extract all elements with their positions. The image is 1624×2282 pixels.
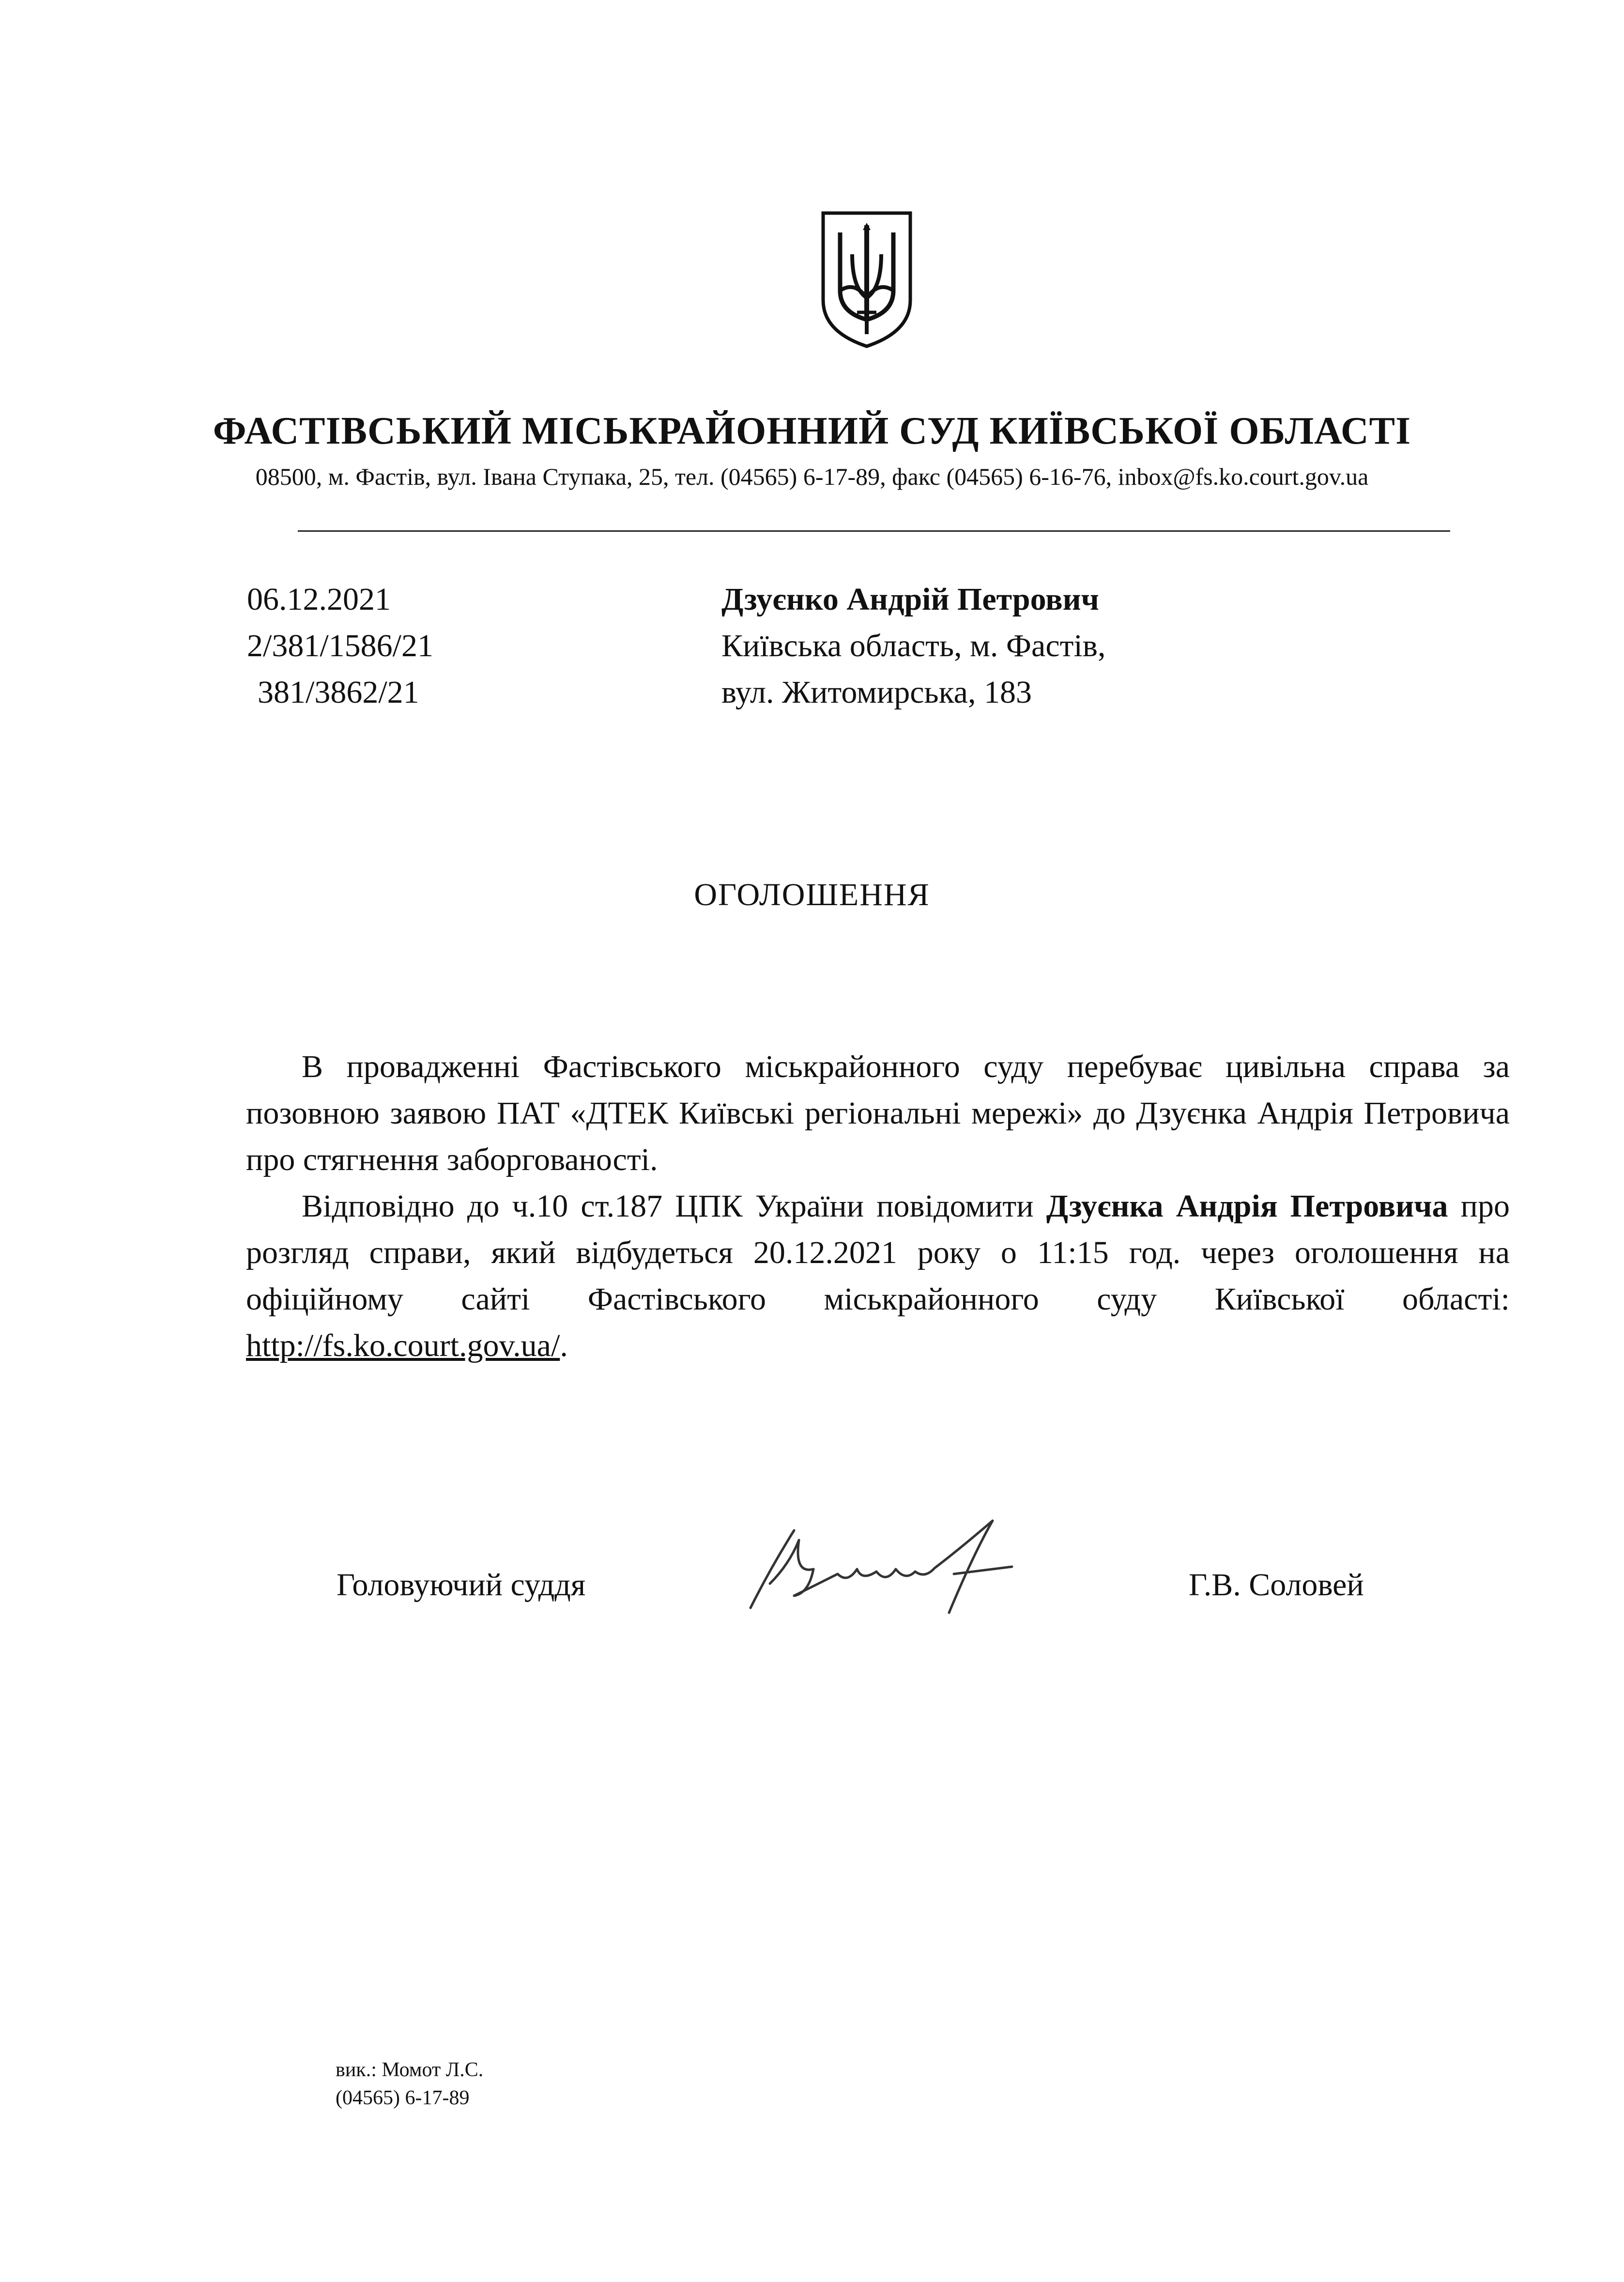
handwritten-signature	[741, 1511, 1031, 1622]
p2-text-2: про розгляд справи, який відбудеться 20.12.2021 року о 11:15 год. через оголошення на офіційному сайті Фастівського міськрайонного суду Київської області:	[246, 1188, 1510, 1317]
header-divider	[298, 530, 1450, 532]
body-paragraph-1: В провадженні Фастівського міськрайонного суду перебуває цивільна справа за позовною заявою ПАТ «ДТЕК Київські регіональні мережі» до Дзуєнка Андрія Петровича про стягнення заборгованості.	[246, 1049, 1510, 1177]
body-paragraph-2	[246, 1183, 1510, 1369]
document-meta	[247, 576, 433, 716]
coat-of-arms-emblem	[818, 208, 915, 349]
p2-text-1: Відповідно до ч.10 ст.187 ЦПК України повідомити	[302, 1188, 1046, 1224]
p2-text-end: .	[560, 1328, 568, 1363]
recipient-address-line-2: вул. Житомирська, 183	[721, 675, 1032, 710]
p2-bold-name: Дзуєнка Андрія Петровича	[1046, 1188, 1448, 1224]
outgoing-number: 381/3862/21	[258, 675, 419, 710]
signatory-name: Г.В. Соловей	[1189, 1567, 1364, 1603]
document-date: 06.12.2021	[247, 582, 391, 617]
executor-phone: (04565) 6-17-89	[336, 2087, 470, 2109]
court-name: ФАСТІВСЬКИЙ МІСЬКРАЙОННИЙ СУД КИЇВСЬКОЇ ОБЛАСТІ	[213, 410, 1411, 452]
recipient-name: Дзуєнко Андрій Петрович	[721, 582, 1099, 617]
recipient-address-line-1: Київська область, м. Фастів,	[721, 628, 1106, 663]
signatory-title: Головуючий суддя	[337, 1567, 586, 1603]
recipient-block	[721, 576, 1105, 716]
coat-of-arms-of-ukraine-icon	[818, 208, 915, 349]
executor-info	[336, 2056, 483, 2112]
signature-icon	[741, 1511, 1031, 1622]
executor-name: вик.: Момот Л.С.	[336, 2059, 484, 2081]
document-heading: ОГОЛОШЕННЯ	[694, 877, 930, 912]
document-body	[246, 1044, 1510, 1369]
case-number: 2/381/1586/21	[247, 628, 434, 663]
court-address: 08500, м. Фастів, вул. Івана Ступака, 25, тел. (04565) 6-17-89, факс (04565) 6-16-76, inbox@fs.ko.court.gov.ua	[255, 463, 1369, 490]
court-website-link[interactable]: http://fs.ko.court.gov.ua/	[246, 1328, 560, 1363]
